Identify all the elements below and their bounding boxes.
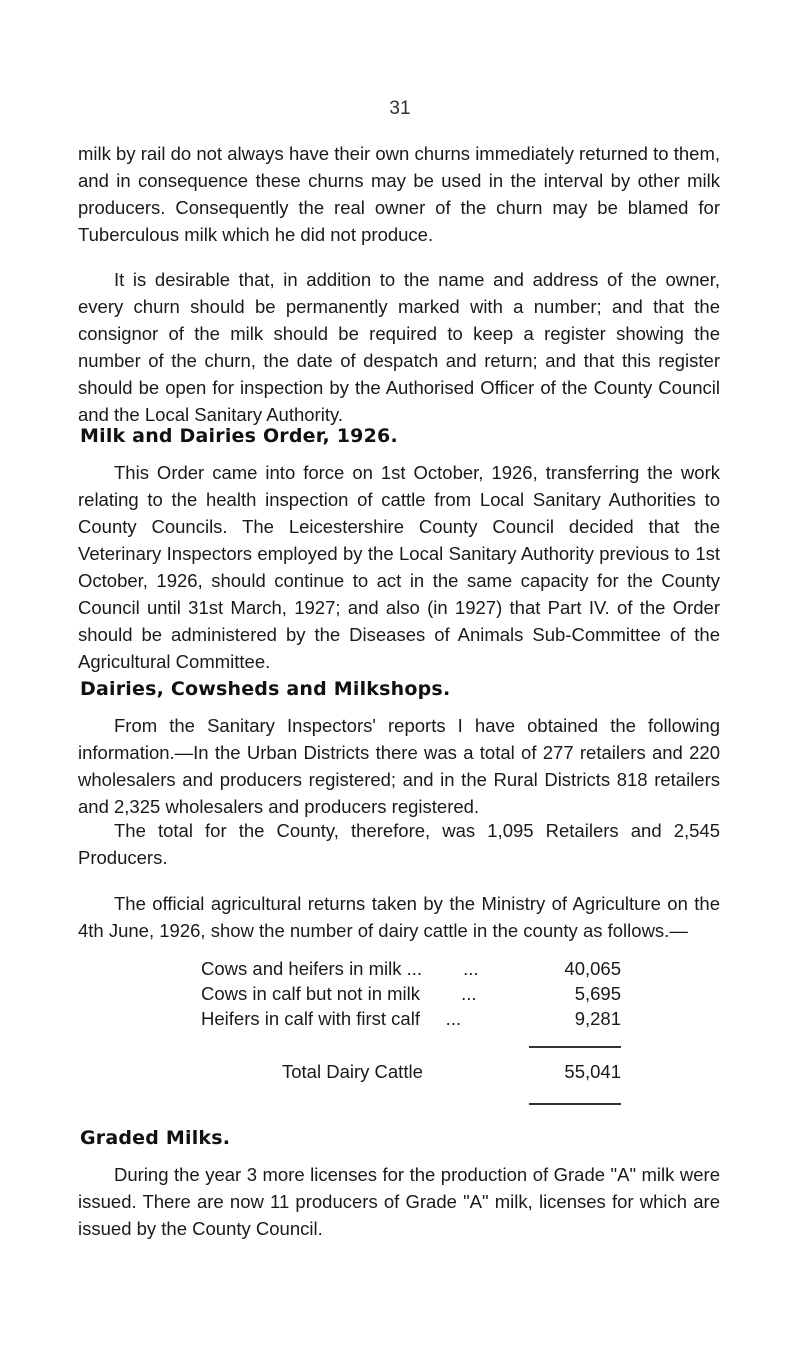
heading-milk-dairies-order: Milk and Dairies Order, 1926. <box>80 425 398 447</box>
paragraph-text: milk by rail do not always have their own churns immediately returned to them, and in consequence these churns may be used in the interval by other milk producers. Consequently the real owner of the churn may be blamed for Tuberculous milk which he did not produce. <box>78 143 720 245</box>
heading-dairies-cowsheds: Dairies, Cowsheds and Milkshops. <box>80 678 451 700</box>
row-label: Cows in calf but not in milk ... <box>201 983 477 1004</box>
paragraph-register <box>78 266 720 428</box>
paragraph-graded-milks <box>78 1161 720 1242</box>
row-value: 5,695 <box>574 983 621 1004</box>
row-label: Cows and heifers in milk ... ... <box>201 958 479 979</box>
row-value: 40,065 <box>564 958 621 979</box>
table-row <box>201 958 621 983</box>
paragraph-text: During the year 3 more licenses for the production of Grade "A" milk were issued. There are now 11 producers of Grade "A" milk, licenses for which are issued by the County Council. <box>78 1164 720 1239</box>
total-rule-bottom <box>529 1103 621 1105</box>
paragraph-text: From the Sanitary Inspectors' reports I have obtained the following information.—In the Urban Districts there was a total of 277 retailers and 220 wholesalers and producers registered; and in the Rural Districts 818 retailers and 2,325 wholesalers and producers registered. <box>78 715 720 817</box>
paragraph-text: This Order came into force on 1st October, 1926, transferring the work relating to the health inspection of cattle from Local Sanitary Authorities to County Councils. The Leicestershire County Council decided that the Veterinary Inspectors employed by the Local Sanitary Authority previous to 1st October, 1926, should continue to act in the same capacity for the County Council until 31st March, 1927; and also (in 1927) that Part IV. of the Order should be administered by the Diseases of Animals Sub-Committee of the Agricultural Committee. <box>78 462 720 672</box>
paragraph-text: The official agricultural returns taken by the Ministry of Agriculture on the 4th June, 1926, show the number of dairy cattle in the county as follows.— <box>78 893 720 941</box>
total-row <box>282 1061 621 1087</box>
total-rule-top <box>529 1046 621 1048</box>
row-label: Heifers in calf with first calf ... <box>201 1008 462 1029</box>
paragraph-returns <box>78 890 720 944</box>
table-row <box>201 1008 621 1033</box>
total-value: 55,041 <box>564 1061 621 1082</box>
dairy-cattle-table <box>201 958 621 1033</box>
table-row <box>201 983 621 1008</box>
paragraph-order <box>78 459 720 675</box>
heading-graded-milks: Graded Milks. <box>80 1127 231 1149</box>
row-value: 9,281 <box>574 1008 621 1029</box>
paragraph-county-total <box>78 817 720 871</box>
paragraph-text: The total for the County, therefore, was 1,095 Retailers and 2,545 Producers. <box>78 820 720 868</box>
total-label: Total Dairy Cattle <box>282 1061 423 1082</box>
paragraph-churns <box>78 140 720 248</box>
page-number: 31 <box>389 98 411 119</box>
paragraph-text: It is desirable that, in addition to the name and address of the owner, every churn should be permanently marked with a number; and that the consignor of the milk should be required to keep a register showing the number of the churn, the date of despatch and return; and that this register should be open for inspection by the Authorised Officer of the County Council and the Local Sanitary Authority. <box>78 269 720 425</box>
paragraph-inspectors <box>78 712 720 820</box>
